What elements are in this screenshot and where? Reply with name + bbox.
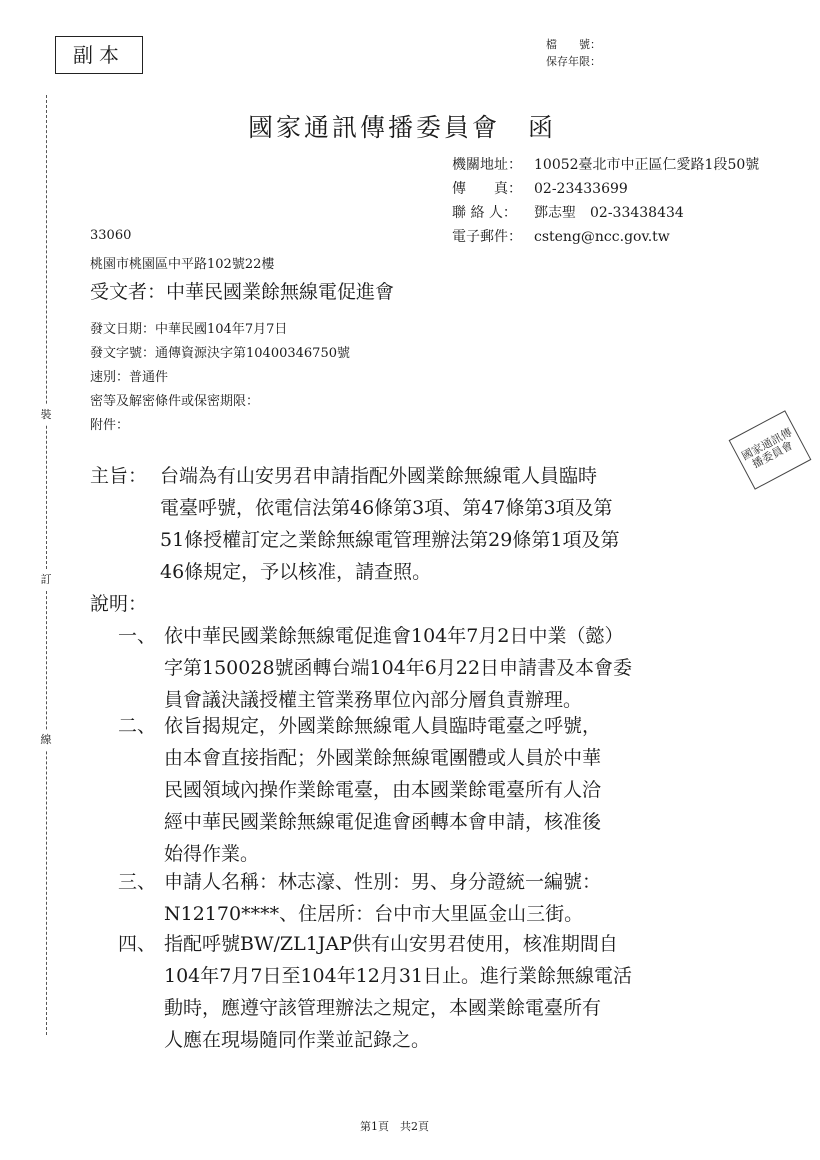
subject-line: 台端為有山安男君申請指配外國業餘無線電人員臨時	[160, 465, 598, 487]
explanation-item-4	[164, 928, 632, 1056]
subject-block	[160, 460, 619, 588]
subject-line: 46條規定，予以核准，請查照。	[160, 561, 432, 583]
fax-value: 02-23433699	[534, 181, 628, 197]
document-number: 發文字號：通傳資源決字第10400346750號	[90, 346, 350, 361]
item-line: 經中華民國業餘無線電促進會函轉本會申請，核准後	[164, 811, 602, 833]
binding-char-zhuang: 裝	[37, 405, 55, 425]
document-info-block	[90, 318, 350, 438]
binding-char-xian: 線	[37, 730, 55, 750]
issue-date: 發文日期：中華民國104年7月7日	[90, 322, 288, 337]
recipient-line: 受文者：中華民國業餘無線電促進會	[90, 281, 395, 303]
item-line: 始得作業。	[164, 843, 260, 865]
received-stamp: 國家通訊傳播委員會	[729, 410, 812, 489]
contact-email-row	[452, 225, 759, 249]
file-number-label: 檔 號：	[546, 38, 601, 51]
item-line: 由本會直接指配；外國業餘無線電團體或人員於中華	[164, 747, 602, 769]
contact-fax-row	[452, 177, 759, 201]
contact-block	[452, 153, 759, 249]
item-number: 四、	[118, 933, 157, 955]
binding-dashed-line	[46, 95, 47, 1035]
security-level: 密等及解密條件或保密期限：	[90, 394, 260, 409]
item-line: 字第150028號函轉台端104年6月22日申請書及本會委	[164, 657, 633, 679]
contact-person-value: 鄧志聖 02-33438434	[534, 205, 684, 221]
subject-label: 主旨：	[90, 465, 148, 487]
attachments: 附件：	[90, 418, 130, 433]
explanation-item-1	[164, 620, 632, 716]
postal-code: 33060	[90, 228, 132, 243]
email-label: 電子郵件：	[452, 229, 522, 245]
document-title: 國家通訊傳播委員會 函	[248, 113, 557, 142]
item-line: 依旨揭規定，外國業餘無線電人員臨時電臺之呼號，	[164, 715, 602, 737]
item-line: 員會議決議授權主管業務單位內部分層負責辦理。	[164, 689, 583, 711]
item-line: 104年7月7日至104年12月31日止。進行業餘無線電活	[164, 965, 633, 987]
item-number: 三、	[118, 871, 157, 893]
explanation-item-2	[164, 710, 601, 870]
recipient-address: 桃園市桃園區中平路102號22樓	[90, 257, 275, 272]
item-line: N12170****、住居所：台中市大里區金山三街。	[164, 903, 584, 925]
subject-line: 電臺呼號，依電信法第46條第3項、第47條第3項及第	[160, 497, 613, 519]
address-value: 10052臺北市中正區仁愛路1段50號	[534, 157, 760, 173]
contact-person-row	[452, 201, 759, 225]
email-value[interactable]: csteng@ncc.gov.tw	[534, 229, 670, 245]
contact-person-label: 聯 絡 人：	[452, 205, 517, 221]
address-label: 機關地址：	[452, 157, 522, 173]
item-line: 依中華民國業餘無線電促進會104年7月2日中業（懿）	[164, 625, 624, 647]
page-footer: 第1頁 共2頁	[360, 1120, 429, 1133]
delivery-speed: 速別：普通件	[90, 370, 169, 385]
binding-char-ding: 訂	[37, 570, 55, 590]
retention-period-label: 保存年限：	[546, 55, 601, 68]
explanation-label: 說明：	[90, 593, 148, 615]
explanation-item-3	[164, 866, 601, 930]
item-line: 民國領域內操作業餘電臺，由本國業餘電臺所有人洽	[164, 779, 602, 801]
item-line: 人應在現場隨同作業並記錄之。	[164, 1029, 431, 1051]
fax-label: 傳 真：	[452, 181, 522, 197]
subject-line: 51條授權訂定之業餘無線電管理辦法第29條第1項及第	[160, 529, 620, 551]
item-line: 動時，應遵守該管理辦法之規定，本國業餘電臺所有	[164, 997, 602, 1019]
item-line: 指配呼號BW/ZL1JAP供有山安男君使用，核准期間自	[164, 933, 618, 955]
contact-address-row	[452, 153, 759, 177]
item-number: 一、	[118, 625, 157, 647]
item-number: 二、	[118, 715, 157, 737]
copy-stamp-label: 副本	[55, 36, 143, 74]
item-line: 申請人名稱：林志濠、性別：男、身分證統一編號：	[164, 871, 602, 893]
